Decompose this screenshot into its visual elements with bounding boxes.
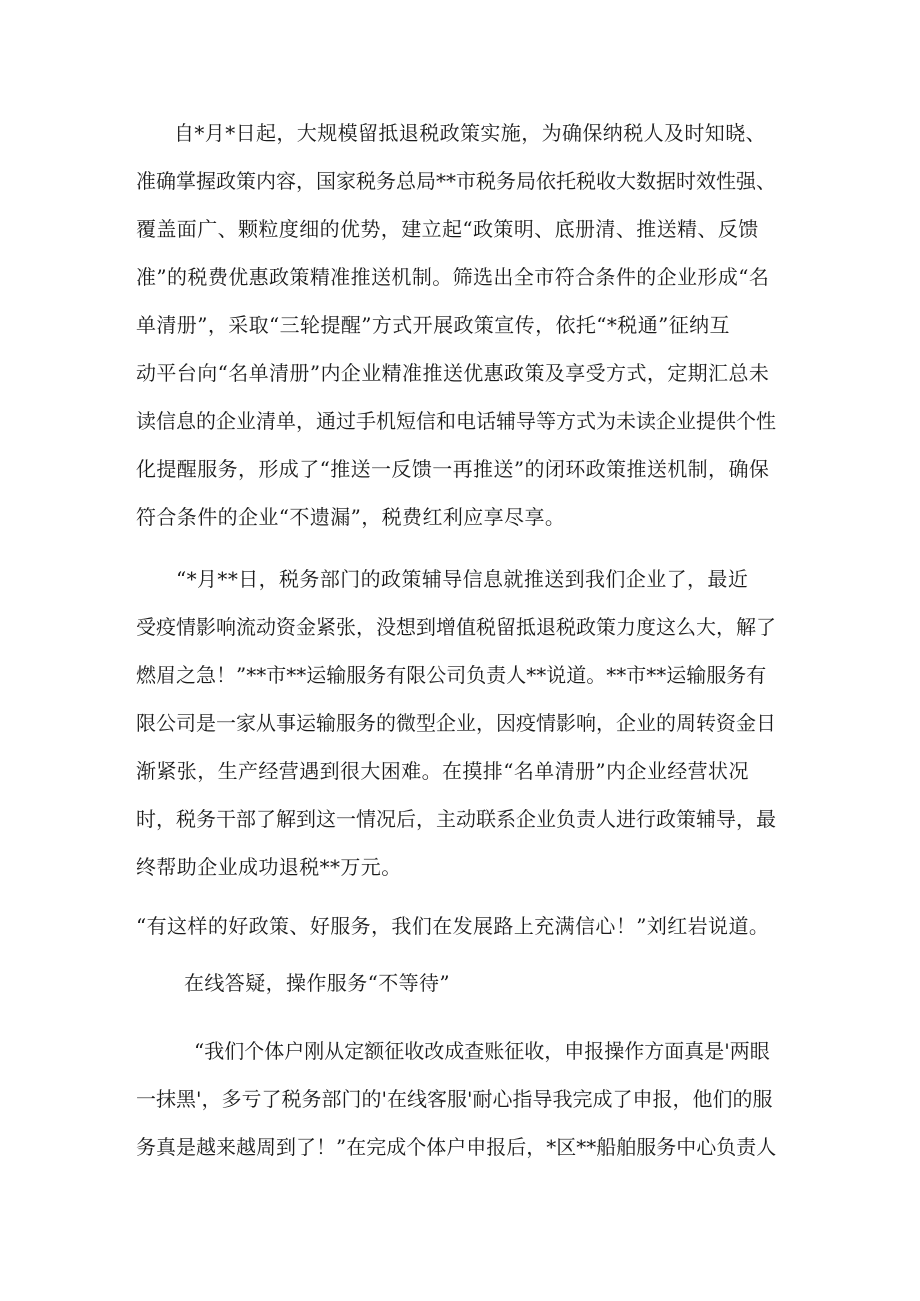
paragraph-5-line-2: 一抹黑'，多亏了税务部门的'在线客服'耐心指导我完成了申报，他们的服: [136, 1087, 773, 1111]
paragraph-3-line-1: “有这样的好政策、好服务，我们在发展路上充满信心！”刘红岩说道。: [136, 914, 770, 938]
paragraph-1-line-6: 动平台向“名单清册”内企业精准推送优惠政策及享受方式，定期汇总未: [136, 361, 770, 385]
paragraph-2-line-3: 燃眉之急！”**市**运输服务有限公司负责人**说道。**市**运输服务有: [136, 663, 767, 687]
paragraph-1-line-8: 化提醒服务，形成了“推送一反馈一再推送”的闭环政策推送机制，确保: [136, 457, 770, 481]
paragraph-1-line-3: 覆盖面广、颗粒度细的优势，建立起“政策明、底册清、推送精、反馈: [136, 217, 759, 241]
paragraph-2-line-6: 时，税务干部了解到这一情况后，主动联系企业负责人进行政策辅导，最: [136, 807, 776, 831]
paragraph-2-line-1: “*月**日，税务部门的政策辅导信息就推送到我们企业了，最近: [176, 567, 749, 591]
paragraph-2-line-2: 受疫情影响流动资金紧张，没想到增值税留抵退税政策力度这么大，解了: [136, 615, 776, 639]
paragraph-1-line-5: 单清册”，采取“三轮提醒”方式开展政策宣传，依托“*税通”征纳互: [136, 313, 730, 337]
paragraph-5-line-3: 务真是越来越周到了！”在完成个体户申报后，*区**船舶服务中心负责人: [136, 1135, 777, 1159]
paragraph-2-line-7: 终帮助企业成功退税**万元。: [136, 855, 402, 879]
paragraph-2-line-5: 渐紧张，生产经营遇到很大困难。在摸排“名单清册”内企业经营状况: [136, 759, 749, 783]
paragraph-1-line-4: 准”的税费优惠政策精准推送机制。筛选出全市符合条件的企业形成“名: [136, 265, 770, 289]
paragraph-1-line-1: 自*月*日起，大规模留抵退税政策实施，为确保纳税人及时知晓、: [174, 121, 766, 145]
paragraph-1-line-7: 读信息的企业清单，通过手机短信和电话辅导等方式为未读企业提供个性: [136, 409, 776, 433]
paragraph-1-line-9: 符合条件的企业“不遗漏”，税费红利应享尽享。: [136, 505, 566, 529]
section-heading: 在线答疑，操作服务“不等待”: [184, 971, 451, 995]
paragraph-2-line-4: 限公司是一家从事运输服务的微型企业，因疫情影响，企业的周转资金日: [136, 711, 776, 735]
paragraph-1-line-2: 准确掌握政策内容，国家税务总局**市税务局依托税收大数据时效性强、: [136, 169, 776, 193]
paragraph-5-line-1: “我们个体户刚从定额征收改成查账征收，申报操作方面真是'两眼: [194, 1039, 770, 1063]
